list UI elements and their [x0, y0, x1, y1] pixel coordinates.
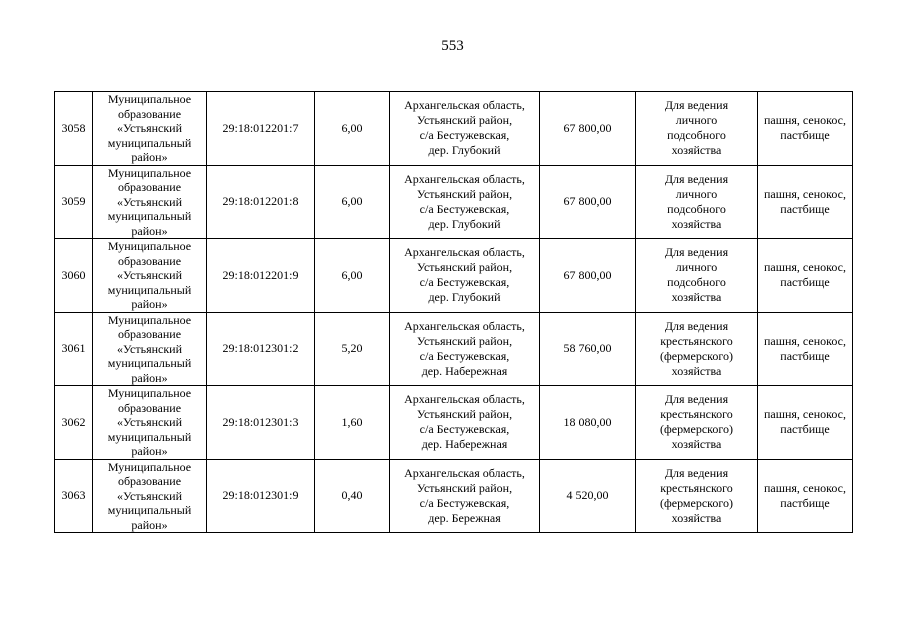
purpose-line: хозяйства	[671, 216, 722, 231]
land-registry-table	[54, 91, 853, 533]
row-number-value: 3062	[61, 414, 86, 429]
table-row	[55, 312, 853, 386]
owner-line: район»	[131, 223, 168, 238]
land-use-cell	[758, 239, 853, 313]
purpose-line: Для ведения	[664, 245, 729, 260]
address-line: дер. Набережная	[421, 437, 508, 452]
address-line: Устьянский район,	[416, 333, 513, 348]
address-line: дер. Глубокий	[428, 143, 501, 158]
area-value: 5,20	[341, 341, 363, 356]
purpose-line: личного	[675, 186, 718, 201]
row-number-cell	[55, 239, 93, 313]
address-cell	[390, 459, 540, 533]
purpose-cell	[636, 459, 758, 533]
purpose-line: Для ведения	[664, 465, 729, 480]
area-value: 6,00	[341, 120, 363, 135]
owner-line: образование	[117, 106, 182, 121]
area-cell	[315, 312, 390, 386]
price-value: 67 800,00	[563, 194, 612, 209]
land-use-line: пастбище	[780, 495, 830, 510]
cadastral-number-value: 29:18:012201:8	[222, 194, 299, 209]
owner-line: район»	[131, 297, 168, 311]
address-cell	[390, 312, 540, 386]
price-value: 18 080,00	[563, 414, 612, 429]
price-cell	[540, 386, 636, 460]
purpose-line: Для ведения	[664, 392, 729, 407]
price-value: 67 800,00	[563, 120, 612, 135]
owner-line: «Устьянский	[116, 121, 183, 135]
land-use-line: пастбище	[780, 348, 830, 363]
purpose-line: хозяйства	[671, 143, 722, 158]
land-use-line: пастбище	[780, 128, 830, 143]
land-use-cell	[758, 459, 853, 533]
address-line: Архангельская область,	[404, 318, 525, 333]
price-value: 4 520,00	[566, 488, 609, 503]
cadastral-number-value: 29:18:012301:9	[222, 488, 299, 503]
purpose-line: хозяйства	[671, 290, 722, 305]
price-cell	[540, 312, 636, 386]
row-number-value: 3061	[61, 341, 86, 356]
area-cell	[315, 239, 390, 313]
address-line: Архангельская область,	[404, 245, 525, 260]
land-use-cell	[758, 92, 853, 166]
address-line: с/а Бестужевская,	[419, 275, 510, 290]
address-line: Устьянский район,	[416, 260, 513, 275]
purpose-cell	[636, 312, 758, 386]
purpose-line: хозяйства	[671, 363, 722, 378]
owner-line: образование	[117, 400, 182, 415]
address-line: Архангельская область,	[404, 392, 525, 407]
address-line: Устьянский район,	[416, 407, 513, 422]
area-value: 6,00	[341, 194, 363, 209]
owner-line: район»	[131, 150, 168, 164]
address-line: Архангельская область,	[404, 465, 525, 480]
address-line: с/а Бестужевская,	[419, 422, 510, 437]
purpose-line: Для ведения	[664, 318, 729, 333]
owner-line: Муниципальное	[107, 312, 192, 327]
address-line: Архангельская область,	[404, 98, 525, 113]
purpose-cell	[636, 92, 758, 166]
owner-line: муниципальный	[107, 209, 192, 223]
purpose-line: крестьянского	[660, 480, 733, 495]
row-number-value: 3060	[61, 267, 86, 282]
owner-line: муниципальный	[107, 282, 192, 297]
address-line: с/а Бестужевская,	[419, 201, 510, 216]
price-cell	[540, 165, 636, 239]
owner-cell	[93, 239, 207, 313]
land-use-cell	[758, 312, 853, 386]
purpose-line: личного	[675, 260, 718, 275]
purpose-line: Для ведения	[664, 98, 729, 113]
address-line: дер. Глубокий	[428, 290, 501, 305]
area-cell	[315, 459, 390, 533]
cadastral-number-cell	[207, 239, 315, 313]
owner-line: образование	[117, 180, 182, 194]
address-line: с/а Бестужевская,	[419, 495, 510, 510]
purpose-line: личного	[675, 113, 718, 128]
cadastral-number-value: 29:18:012201:7	[222, 120, 299, 135]
purpose-line: подсобного	[667, 275, 726, 290]
purpose-line: крестьянского	[660, 333, 733, 348]
table-row	[55, 92, 853, 166]
owner-line: район»	[131, 517, 168, 532]
purpose-line: Для ведения	[664, 171, 729, 186]
owner-line: образование	[117, 327, 182, 341]
purpose-line: хозяйства	[671, 437, 722, 452]
row-number-value: 3063	[61, 488, 86, 503]
owner-line: Муниципальное	[107, 165, 192, 180]
land-use-line: пашня, сенокос,	[764, 113, 846, 128]
price-value: 58 760,00	[563, 341, 612, 356]
land-use-cell	[758, 386, 853, 460]
owner-line: «Устьянский	[116, 341, 183, 356]
area-value: 0,40	[341, 488, 363, 503]
cadastral-number-cell	[207, 386, 315, 460]
land-use-line: пастбище	[780, 201, 830, 216]
row-number-cell	[55, 312, 93, 386]
owner-cell	[93, 386, 207, 460]
price-value: 67 800,00	[563, 267, 612, 282]
area-cell	[315, 165, 390, 239]
purpose-line: подсобного	[667, 201, 726, 216]
owner-line: муниципальный	[107, 135, 192, 150]
purpose-line: крестьянского	[660, 407, 733, 422]
owner-line: Муниципальное	[107, 459, 192, 474]
owner-cell	[93, 92, 207, 166]
row-number-cell	[55, 459, 93, 533]
cadastral-number-value: 29:18:012301:3	[222, 414, 299, 429]
table-row	[55, 386, 853, 460]
land-use-line: пашня, сенокос,	[764, 333, 846, 348]
address-line: дер. Глубокий	[428, 216, 501, 231]
area-value: 6,00	[341, 267, 363, 282]
address-cell	[390, 386, 540, 460]
land-use-line: пашня, сенокос,	[764, 260, 846, 275]
area-cell	[315, 386, 390, 460]
cadastral-number-value: 29:18:012201:9	[222, 267, 299, 282]
land-use-line: пашня, сенокос,	[764, 480, 846, 495]
address-line: Устьянский район,	[416, 113, 513, 128]
owner-line: муниципальный	[107, 503, 192, 517]
purpose-line: хозяйства	[671, 510, 722, 525]
price-cell	[540, 459, 636, 533]
owner-line: «Устьянский	[116, 194, 183, 209]
table-body	[55, 92, 853, 533]
land-use-line: пашня, сенокос,	[764, 186, 846, 201]
address-line: с/а Бестужевская,	[419, 128, 510, 143]
owner-line: Муниципальное	[107, 92, 192, 106]
owner-line: район»	[131, 444, 168, 458]
land-use-line: пастбище	[780, 275, 830, 290]
land-use-cell	[758, 165, 853, 239]
owner-line: муниципальный	[107, 356, 192, 370]
address-line: Архангельская область,	[404, 171, 525, 186]
address-cell	[390, 92, 540, 166]
owner-cell	[93, 165, 207, 239]
owner-line: Муниципальное	[107, 239, 192, 253]
owner-line: «Устьянский	[116, 488, 183, 503]
owner-cell	[93, 312, 207, 386]
cadastral-number-cell	[207, 459, 315, 533]
cadastral-number-cell	[207, 165, 315, 239]
owner-line: образование	[117, 253, 182, 268]
row-number-cell	[55, 386, 93, 460]
address-line: Устьянский район,	[416, 186, 513, 201]
row-number-cell	[55, 92, 93, 166]
land-use-line: пашня, сенокос,	[764, 407, 846, 422]
address-cell	[390, 239, 540, 313]
purpose-line: (фермерского)	[659, 348, 733, 363]
area-cell	[315, 92, 390, 166]
row-number-value: 3059	[61, 194, 86, 209]
price-cell	[540, 92, 636, 166]
purpose-cell	[636, 165, 758, 239]
cadastral-number-value: 29:18:012301:2	[222, 341, 299, 356]
land-use-line: пастбище	[780, 422, 830, 437]
row-number-value: 3058	[61, 120, 86, 135]
owner-line: муниципальный	[107, 429, 192, 444]
address-line: дер. Бережная	[428, 510, 501, 525]
owner-line: образование	[117, 474, 182, 488]
cadastral-number-cell	[207, 92, 315, 166]
table-row	[55, 165, 853, 239]
row-number-cell	[55, 165, 93, 239]
cadastral-number-cell	[207, 312, 315, 386]
page-number: 553	[441, 38, 464, 54]
table-row	[55, 239, 853, 313]
price-cell	[540, 239, 636, 313]
purpose-line: (фермерского)	[659, 495, 733, 510]
owner-line: район»	[131, 370, 168, 385]
purpose-line: подсобного	[667, 128, 726, 143]
table-row	[55, 459, 853, 533]
address-line: дер. Набережная	[421, 363, 508, 378]
owner-line: «Устьянский	[116, 415, 183, 429]
owner-line: «Устьянский	[116, 268, 183, 282]
owner-cell	[93, 459, 207, 533]
purpose-line: (фермерского)	[659, 422, 733, 437]
address-line: Устьянский район,	[416, 480, 513, 495]
address-cell	[390, 165, 540, 239]
purpose-cell	[636, 239, 758, 313]
address-line: с/а Бестужевская,	[419, 348, 510, 363]
purpose-cell	[636, 386, 758, 460]
area-value: 1,60	[341, 414, 363, 429]
owner-line: Муниципальное	[107, 386, 192, 400]
